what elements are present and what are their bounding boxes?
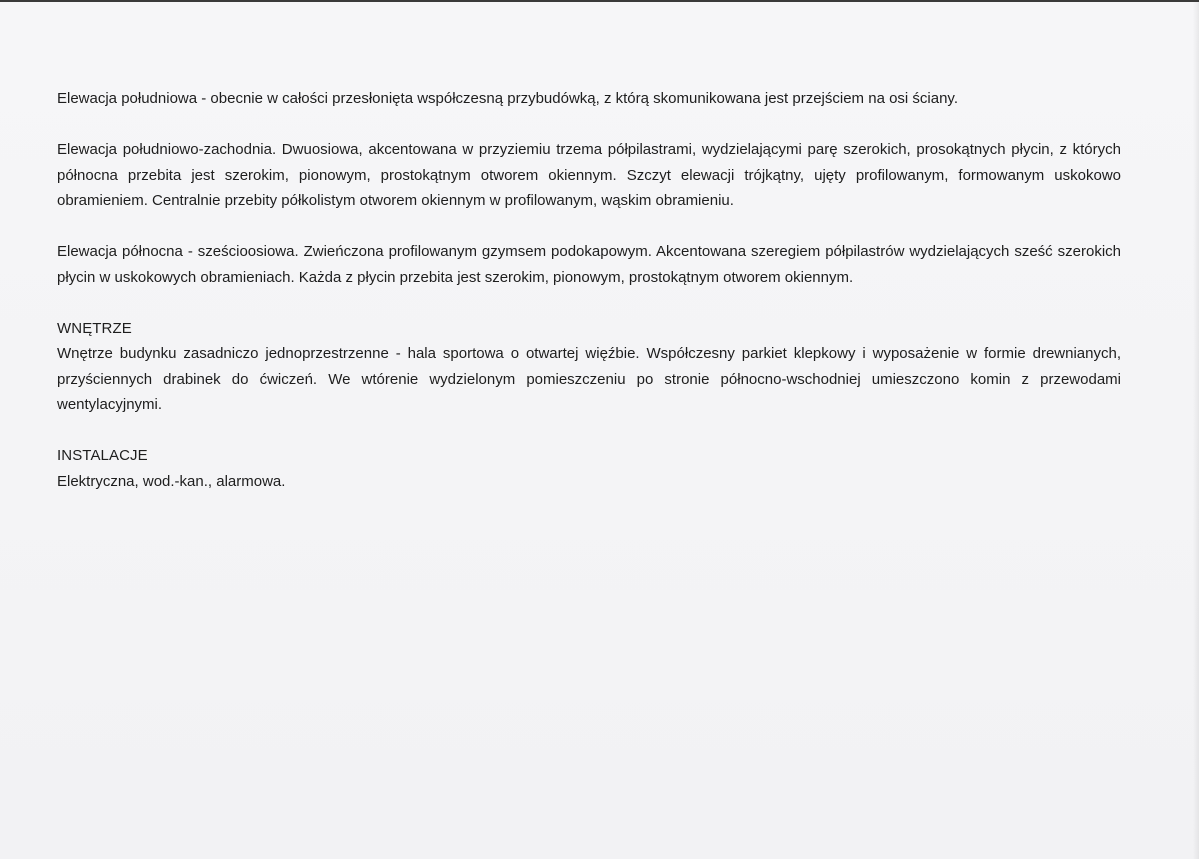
document-body bbox=[57, 86, 1121, 520]
heading-interior: WNĘTRZE bbox=[57, 319, 132, 337]
heading-installations: INSTALACJE bbox=[57, 447, 148, 464]
paragraph-installations: Elektryczna, wod.-kan., alarmowa. bbox=[57, 472, 286, 490]
paragraph-southwest-elevation: Elewacja południowo-zachodnia. Dwuosiowa, akcentowana w przyziemiu trzema półpilastrami, wydzielającymi parę szerokich, prosokątnych płycin, z których północna przebita jest szerokim, pionowym, prostokątnym otworem okiennym. Szczyt elewacji trójkątny, ujęty profilowanym, formowanym uskokowo obramieniem. Centralnie przebity półkolistym otworem okiennym w profilowanym, wąskim obramieniu. bbox=[57, 141, 1121, 209]
paragraph-north-elevation: Elewacja północna - sześcioosiowa. Zwieńczona profilowanym gzymsem podokapowym. Akcentowana szeregiem półpilastrów wydzielających sześć szerokich płycin w uskokowych obramieniach. Każda z płycin przebita jest szerokim, pionowym, prostokątnym otworem okiennym. bbox=[57, 243, 1121, 286]
paragraph-south-elevation: Elewacja południowa - obecnie w całości przesłonięta współczesną przybudówką, z którą skomunikowana jest przejściem na osi ściany. bbox=[57, 90, 958, 107]
paragraph-interior: Wnętrze budynku zasadniczo jednoprzestrzenne - hala sportowa o otwartej więźbie. Współczesny parkiet klepkowy i wyposażenie w formie drewnianych, przyściennych drabinek do ćwiczeń. We wtórenie wydzielonym pomieszczeniu po stronie północno-wschodniej umieszczono komin z przewodami wentylacyjnymi. bbox=[57, 345, 1121, 413]
